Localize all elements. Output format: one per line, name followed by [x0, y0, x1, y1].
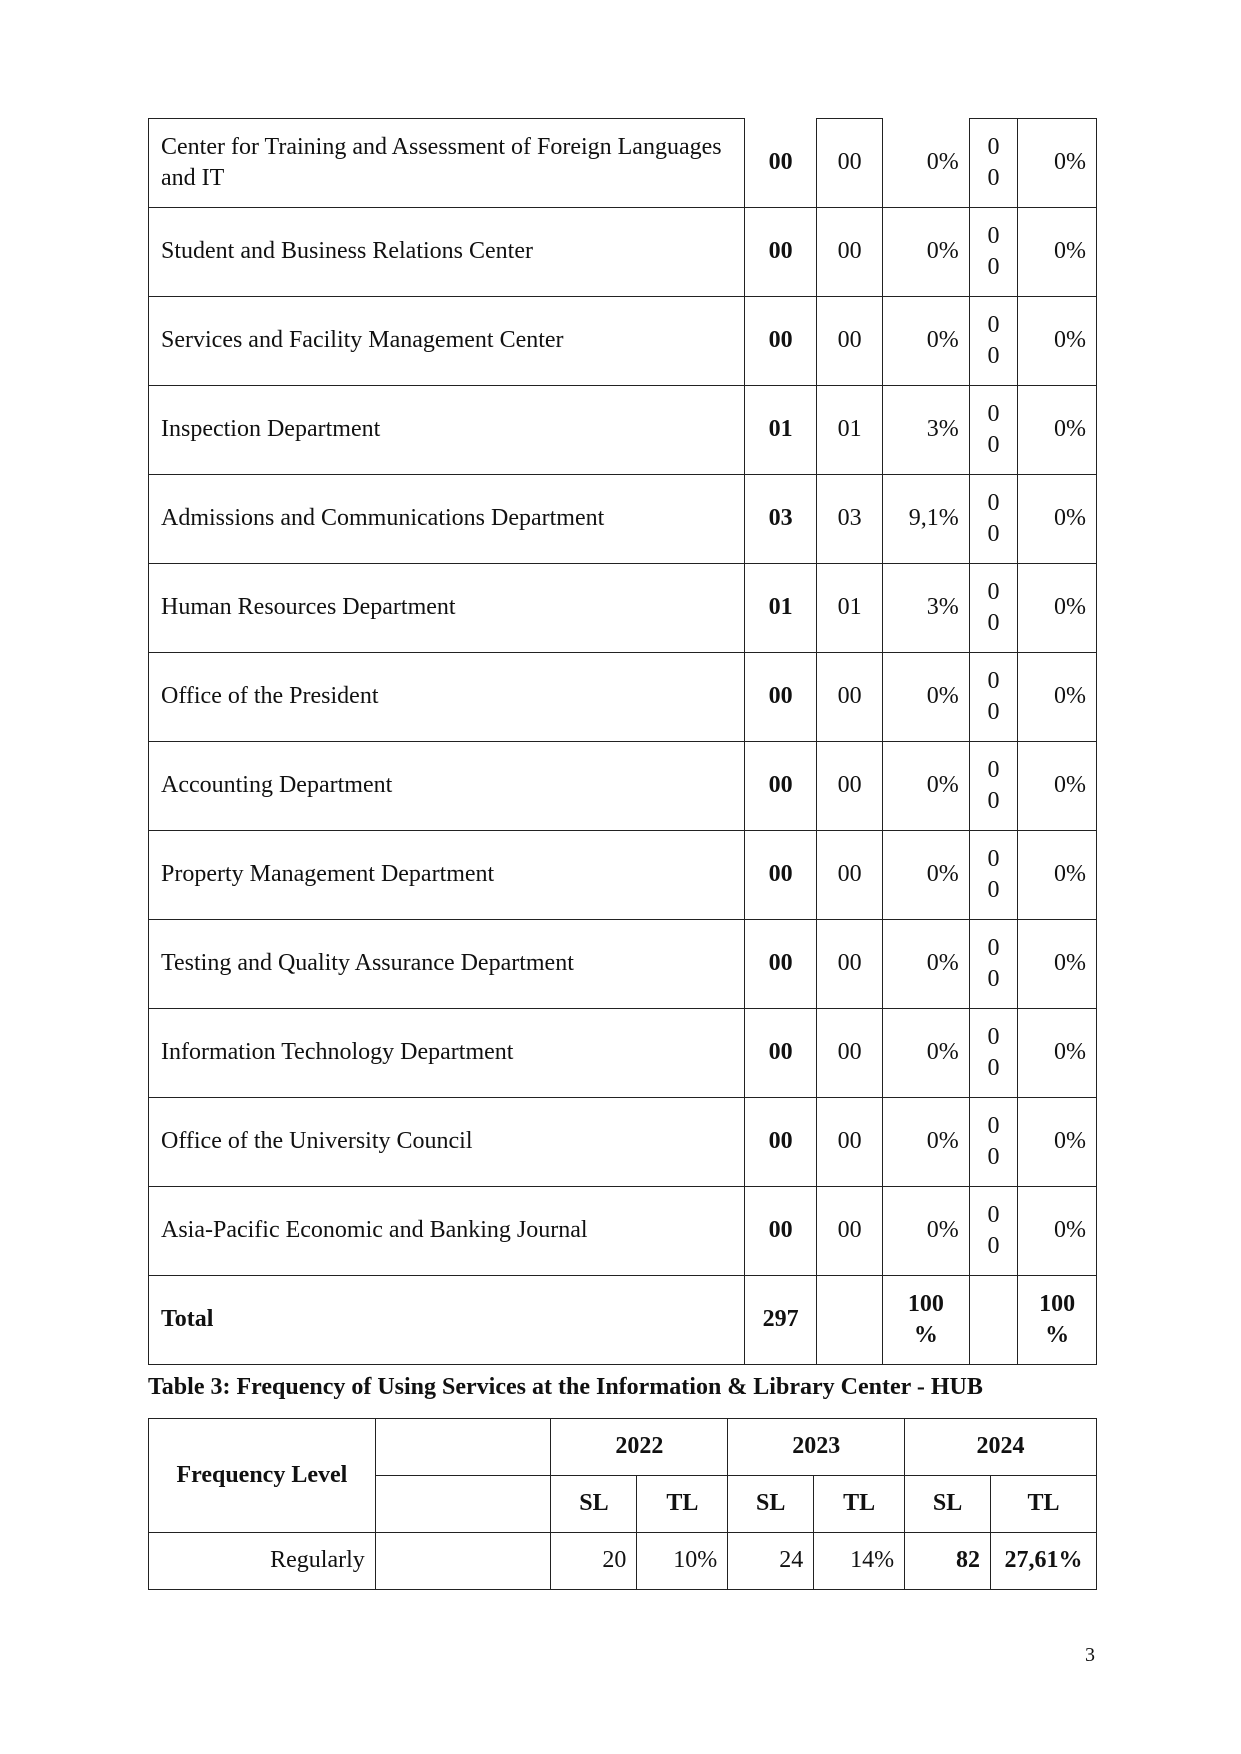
percent-cell: 0%	[882, 1009, 969, 1098]
table-row	[149, 564, 1097, 653]
stacked-digit: 0	[987, 756, 1000, 783]
stacked-digit: 0	[987, 165, 1000, 191]
percent-cell: 0%	[882, 1098, 969, 1187]
stacked-digit: 0	[987, 343, 1000, 369]
blank-cell	[969, 1276, 1018, 1365]
stacked-digit: 100	[1039, 1290, 1076, 1317]
stacked-digit: 0	[987, 1112, 1000, 1139]
count-cell: 01	[817, 564, 883, 653]
percent-cell: 0%	[1018, 1098, 1097, 1187]
count-cell	[969, 1009, 1018, 1098]
table-row	[149, 1533, 1097, 1590]
stacked-digit: 0	[987, 610, 1000, 636]
count-cell: 00	[744, 653, 817, 742]
value-cell: 14%	[814, 1533, 905, 1590]
stacked-digit: 0	[987, 521, 1000, 547]
value-cell: 10%	[637, 1533, 728, 1590]
sub-header: SL	[728, 1476, 814, 1533]
count-cell: 00	[817, 1187, 883, 1276]
stacked-digit: %	[913, 1322, 938, 1348]
percent-cell: 0%	[882, 920, 969, 1009]
count-cell: 00	[817, 653, 883, 742]
count-cell: 00	[744, 297, 817, 386]
sub-header: TL	[991, 1476, 1097, 1533]
departments-table	[148, 118, 1097, 1365]
percent-cell: 0%	[1018, 208, 1097, 297]
percent-cell: 0%	[1018, 742, 1097, 831]
department-name: Human Resources Department	[149, 564, 745, 653]
department-name: Asia-Pacific Economic and Banking Journal	[149, 1187, 745, 1276]
year-header: 2023	[728, 1419, 905, 1476]
count-cell: 01	[817, 386, 883, 475]
count-cell: 00	[744, 920, 817, 1009]
stacked-digit: 0	[987, 845, 1000, 872]
percent-cell: 0%	[882, 742, 969, 831]
department-name: Services and Facility Management Center	[149, 297, 745, 386]
total-row	[149, 1276, 1097, 1365]
count-cell: 00	[744, 1009, 817, 1098]
percent-cell: 0%	[1018, 653, 1097, 742]
stacked-digit: 0	[987, 966, 1000, 992]
percent-cell: 0%	[882, 208, 969, 297]
count-cell	[969, 1187, 1018, 1276]
count-cell: 00	[817, 831, 883, 920]
value-cell: 82	[905, 1533, 991, 1590]
stacked-digit: 0	[987, 1144, 1000, 1170]
value-cell: 27,61%	[991, 1533, 1097, 1590]
count-cell: 00	[817, 297, 883, 386]
percent-cell: 3%	[882, 564, 969, 653]
table-row	[149, 653, 1097, 742]
page-number: 3	[1085, 1644, 1095, 1666]
department-name: Office of the President	[149, 653, 745, 742]
percent-cell: 0%	[882, 653, 969, 742]
stacked-digit: 0	[987, 133, 1000, 160]
total-percent	[882, 1276, 969, 1365]
stacked-digit: 0	[987, 311, 1000, 338]
table-row	[149, 119, 1097, 208]
table-row	[149, 742, 1097, 831]
stacked-digit: 0	[987, 432, 1000, 458]
count-cell: 03	[817, 475, 883, 564]
blank-cell	[817, 1276, 883, 1365]
department-name: Accounting Department	[149, 742, 745, 831]
total-label: Total	[149, 1276, 745, 1365]
frequency-level-header: Frequency Level	[149, 1419, 376, 1533]
sub-header: SL	[905, 1476, 991, 1533]
department-name: Property Management Department	[149, 831, 745, 920]
department-name: Inspection Department	[149, 386, 745, 475]
count-cell	[969, 920, 1018, 1009]
frequency-table	[148, 1418, 1097, 1590]
stacked-digit: 0	[987, 1055, 1000, 1081]
total-percent	[1018, 1276, 1097, 1365]
percent-cell: 0%	[1018, 1009, 1097, 1098]
count-cell	[969, 386, 1018, 475]
count-cell	[969, 119, 1018, 208]
count-cell	[969, 742, 1018, 831]
total-count: 297	[744, 1276, 817, 1365]
percent-cell: 3%	[882, 386, 969, 475]
table3-caption: Table 3: Frequency of Using Services at the Information & Library Center - HUB	[148, 1374, 983, 1400]
value-cell: 24	[728, 1533, 814, 1590]
year-header: 2022	[551, 1419, 728, 1476]
count-cell: 03	[744, 475, 817, 564]
count-cell	[969, 475, 1018, 564]
percent-cell: 0%	[882, 297, 969, 386]
stacked-digit: 0	[987, 788, 1000, 814]
table-row	[149, 1098, 1097, 1187]
stacked-digit: 0	[987, 222, 1000, 249]
count-cell: 00	[744, 1187, 817, 1276]
stacked-digit: 0	[987, 699, 1000, 725]
sub-header: TL	[637, 1476, 728, 1533]
percent-cell: 0%	[1018, 1187, 1097, 1276]
value-cell: 20	[551, 1533, 637, 1590]
percent-cell: 0%	[882, 1187, 969, 1276]
percent-cell: 0%	[1018, 297, 1097, 386]
table-row	[149, 920, 1097, 1009]
stacked-digit: 0	[987, 877, 1000, 903]
percent-cell: 0%	[882, 831, 969, 920]
percent-cell: 0%	[1018, 564, 1097, 653]
department-name: Center for Training and Assessment of Foreign Languages and IT	[149, 119, 745, 208]
year-header: 2024	[905, 1419, 1097, 1476]
table-row	[149, 831, 1097, 920]
percent-cell: 0%	[882, 119, 969, 208]
stacked-digit: 0	[987, 1233, 1000, 1259]
stacked-digit: %	[1045, 1322, 1070, 1348]
count-cell	[969, 564, 1018, 653]
stacked-digit: 0	[987, 1023, 1000, 1050]
count-cell: 00	[744, 831, 817, 920]
stacked-digit: 0	[987, 1201, 1000, 1228]
department-name: Information Technology Department	[149, 1009, 745, 1098]
count-cell: 01	[744, 386, 817, 475]
table-row	[149, 386, 1097, 475]
count-cell: 00	[817, 119, 883, 208]
department-name: Testing and Quality Assurance Department	[149, 920, 745, 1009]
count-cell: 00	[744, 1098, 817, 1187]
count-cell: 00	[817, 1009, 883, 1098]
table-row	[149, 297, 1097, 386]
count-cell: 01	[744, 564, 817, 653]
count-cell: 00	[744, 119, 817, 208]
stacked-digit: 0	[987, 254, 1000, 280]
count-cell	[969, 297, 1018, 386]
sub-header: TL	[814, 1476, 905, 1533]
count-cell: 00	[744, 208, 817, 297]
table-row	[149, 1187, 1097, 1276]
count-cell: 00	[744, 742, 817, 831]
blank-cell	[375, 1533, 551, 1590]
stacked-digit: 0	[987, 489, 1000, 516]
blank-header-cell	[375, 1419, 551, 1476]
percent-cell: 9,1%	[882, 475, 969, 564]
stacked-digit: 0	[987, 400, 1000, 427]
count-cell: 00	[817, 208, 883, 297]
department-name: Admissions and Communications Department	[149, 475, 745, 564]
table-row	[149, 475, 1097, 564]
blank-header-cell	[375, 1476, 551, 1533]
count-cell: 00	[817, 742, 883, 831]
count-cell	[969, 208, 1018, 297]
percent-cell: 0%	[1018, 386, 1097, 475]
count-cell	[969, 653, 1018, 742]
sub-header: SL	[551, 1476, 637, 1533]
percent-cell: 0%	[1018, 475, 1097, 564]
count-cell	[969, 1098, 1018, 1187]
department-name: Office of the University Council	[149, 1098, 745, 1187]
frequency-label: Regularly	[149, 1533, 376, 1590]
stacked-digit: 100	[907, 1290, 944, 1317]
table-row	[149, 1009, 1097, 1098]
percent-cell: 0%	[1018, 119, 1097, 208]
count-cell	[969, 831, 1018, 920]
percent-cell: 0%	[1018, 831, 1097, 920]
stacked-digit: 0	[987, 934, 1000, 961]
count-cell: 00	[817, 920, 883, 1009]
stacked-digit: 0	[987, 667, 1000, 694]
table-row	[149, 208, 1097, 297]
stacked-digit: 0	[987, 578, 1000, 605]
count-cell: 00	[817, 1098, 883, 1187]
department-name: Student and Business Relations Center	[149, 208, 745, 297]
percent-cell: 0%	[1018, 920, 1097, 1009]
